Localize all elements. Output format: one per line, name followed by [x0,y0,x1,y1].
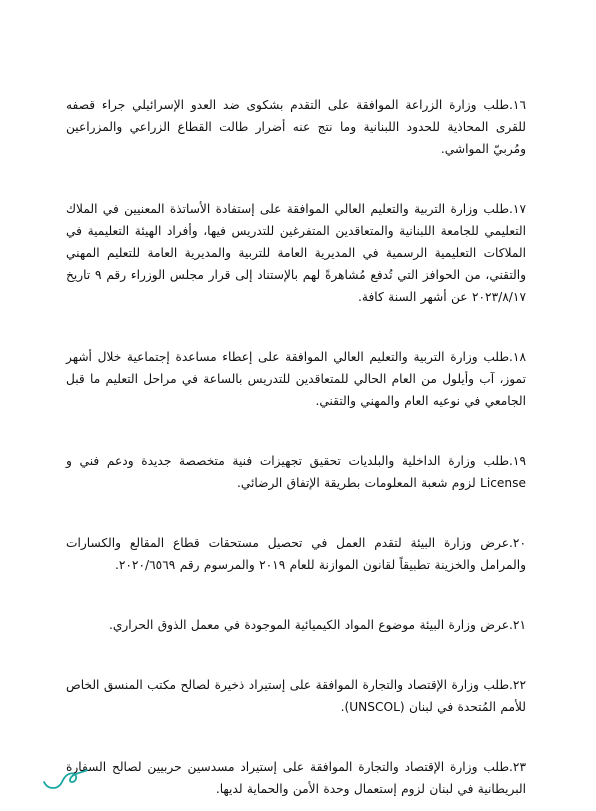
item-number: ١٩. [509,454,526,468]
signature-stroke [44,770,87,788]
agenda-item [66,614,526,636]
item-text: طلب وزارة الزراعة الموافقة على التقدم بشكوى ضد العدو الإسرائيلي جراء قصفه للقرى المحاذية للحدود اللبنانية وما نتج عنه أضرار طالت القطاع الزراعي والمزراعين ومُربيّ المواشي. [66,98,526,156]
item-number: ١٨. [509,350,526,364]
agenda-items-list [66,94,526,800]
item-number: ٢٢. [509,678,526,692]
item-number: ٢١. [509,618,526,632]
item-number: ٢٣. [509,760,526,774]
item-number: ١٦. [509,98,526,112]
agenda-item [66,346,526,412]
agenda-item [66,532,526,576]
item-text: عرض وزارة البيئة لتقدم العمل في تحصيل مستحقات قطاع المقالع والكسارات والمرامل والخزينة تطبيقاً لقانون الموازنة للعام ٢٠١٩ والمرسوم رقم ٢٠٢٠/٦٥٦٩. [66,536,526,572]
item-number: ٢٠. [509,536,526,550]
agenda-item [66,198,526,308]
item-number: ١٧. [509,202,526,216]
agenda-item [66,756,526,800]
agenda-item [66,450,526,494]
item-text: طلب وزارة التربية والتعليم العالي الموافقة على إستفادة الأساتذة المعنيين في الملاك التعليمي للجامعة اللبنانية والمتعاقدين المتفرغين للتدريس فيها، وأفراد الهيئة التعليمية في الملاكات التعليمية الرسمية في المديرية العامة للتربية والمديرية العامة للتعليم المهني والتقني، من الحوافز التي تُدفع مُشاهرةً لهم بالإستناد إلى قرار مجلس الوزراء رقم ٩ تاريخ ٢٠٢٣/٨/١٧ عن أشهر السنة كافة. [66,202,527,304]
item-text: طلب وزارة الإقتصاد والتجارة الموافقة على إستيراد ذخيرة لصالح مكتب المنسق الخاص للأمم المُتحدة في لبنان (UNSCOL). [66,678,526,714]
item-text: طلب وزارة الإقتصاد والتجارة الموافقة على إستيراد مسدسين حربيين لصالح السفارة البريطانية في لبنان لزوم إستعمال وحدة الأمن والحماية لديها. [66,760,526,796]
item-text: عرض وزارة البيئة موضوع المواد الكيميائية الموجودة في معمل الذوق الحراري. [108,618,510,632]
item-text: طلب وزارة التربية والتعليم العالي الموافقة على إعطاء مساعدة إجتماعية خلال أشهر تموز، آب وأيلول من العام الحالي للمتعاقدين للتدريس بالساعة في مراحل التعليم ما قبل الجامعي في نوعيه العام والمهني والتقني. [66,350,526,408]
handwritten-signature [40,760,90,796]
agenda-item [66,674,526,718]
item-text: طلب وزارة الداخلية والبلديات تحقيق تجهيزات فنية متخصصة جديدة ودعم فني و License لزوم شعبة المعلومات بطريقة الإتفاق الرضائي. [66,454,526,490]
agenda-item [66,94,526,160]
